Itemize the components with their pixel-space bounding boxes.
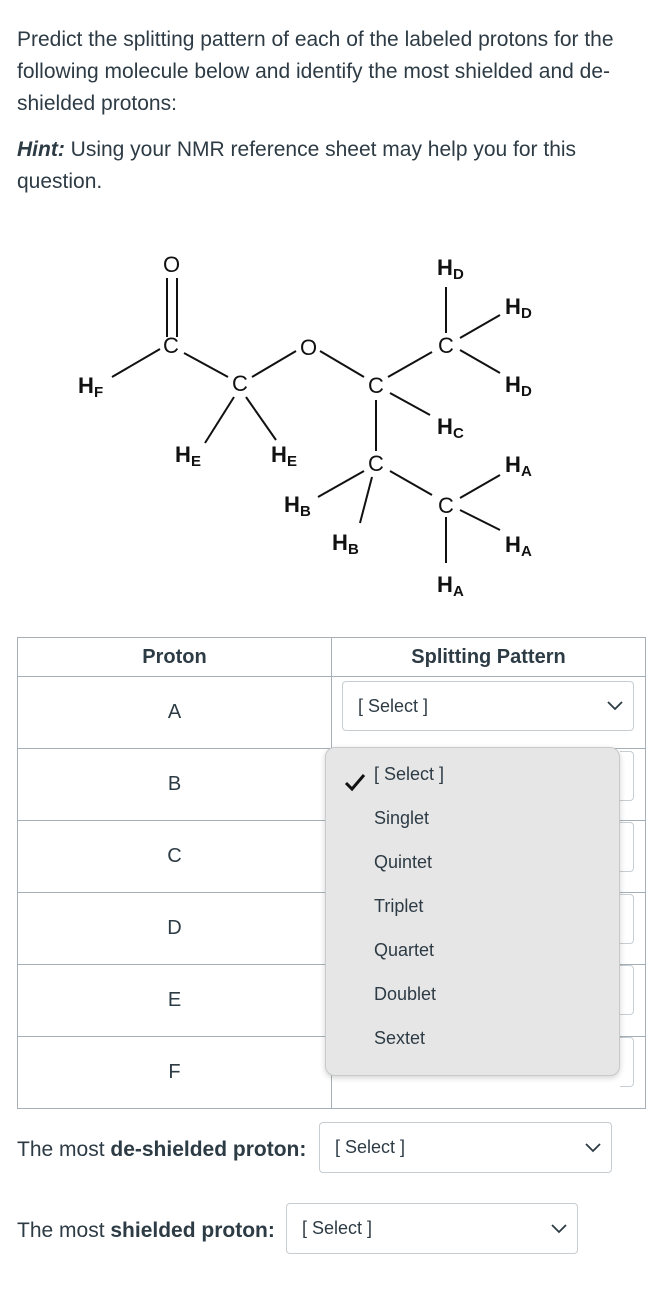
chevron-down-icon — [585, 1143, 601, 1153]
svg-text:H: H — [332, 530, 348, 555]
svg-text:D: D — [521, 305, 532, 322]
svg-text:C: C — [453, 425, 464, 442]
pattern-select-f[interactable] — [620, 1037, 634, 1087]
select-value: [ Select ] — [302, 1218, 373, 1238]
svg-text:A: A — [453, 583, 464, 600]
carbon-atom-1: C — [163, 333, 179, 358]
shielded-prefix: The most — [17, 1219, 111, 1242]
proton-label-f — [78, 373, 103, 401]
svg-text:B: B — [348, 541, 359, 558]
chevron-down-icon — [607, 701, 623, 711]
dropdown-option-singlet[interactable]: Singlet — [374, 808, 430, 828]
table-row — [18, 677, 646, 749]
dropdown-option-quartet[interactable]: Quartet — [374, 940, 435, 960]
svg-text:H: H — [284, 492, 300, 517]
carbon-atom-3: C — [368, 373, 384, 398]
question-text: Predict the splitting pattern of each of the labeled protons for the following molecule below and identify the most shielded and de-shielded protons: — [17, 28, 614, 115]
svg-text:H: H — [175, 442, 191, 467]
hint — [17, 134, 657, 198]
proton-label-e-left — [175, 442, 201, 470]
shielded-select[interactable] — [286, 1203, 578, 1254]
pattern-select-c[interactable] — [620, 822, 634, 872]
svg-text:E: E — [191, 453, 202, 470]
deshielded-select[interactable] — [319, 1122, 612, 1173]
svg-text:H: H — [505, 372, 521, 397]
svg-text:B: B — [300, 503, 311, 520]
check-icon — [344, 772, 366, 792]
hint-label: Hint: — [17, 138, 65, 161]
proton-label-c — [437, 414, 464, 442]
proton-label-d-right — [505, 294, 532, 322]
header-proton: Proton — [18, 638, 332, 677]
svg-text:H: H — [437, 572, 453, 597]
dropdown-option-select[interactable]: [ Select ] — [374, 764, 445, 784]
proton-label-a-right — [505, 532, 532, 560]
chevron-down-icon — [551, 1224, 567, 1234]
svg-text:H: H — [505, 294, 521, 319]
shielded-question — [17, 1219, 275, 1243]
carbon-atom-5: C — [368, 451, 384, 476]
svg-text:E: E — [287, 453, 298, 470]
dropdown-option-quintet[interactable]: Quintet — [374, 852, 433, 872]
proton-cell: E — [18, 965, 332, 1037]
oxygen-atom-ester: O — [300, 335, 318, 360]
svg-text:D: D — [521, 383, 532, 400]
carbon-atom-6: C — [438, 493, 454, 518]
pattern-select-d[interactable] — [620, 894, 634, 944]
carbon-atom-4: C — [438, 333, 454, 358]
proton-label-b-left — [284, 492, 311, 520]
svg-text:H: H — [437, 414, 453, 439]
svg-text:H: H — [505, 532, 521, 557]
molecule-structure — [0, 225, 670, 610]
pattern-select-e[interactable] — [620, 965, 634, 1015]
svg-text:A: A — [521, 543, 532, 560]
carbon-atom-2: C — [232, 371, 248, 396]
shielded-label: shielded proton: — [110, 1219, 275, 1242]
proton-label-a-top — [505, 452, 532, 480]
dropdown-option-doublet[interactable]: Doublet — [374, 984, 437, 1004]
header-splitting-pattern: Splitting Pattern — [332, 638, 646, 677]
proton-label-d-top — [437, 255, 464, 283]
proton-label-e-right — [271, 442, 297, 470]
dropdown-option-triplet[interactable]: Triplet — [374, 896, 424, 916]
svg-text:F: F — [94, 384, 104, 401]
proton-cell: B — [18, 749, 332, 821]
svg-text:H: H — [505, 452, 521, 477]
table-header-row — [18, 638, 646, 677]
svg-text:D: D — [453, 266, 464, 283]
dropdown-option-sextet[interactable]: Sextet — [374, 1028, 426, 1048]
proton-label-d-lower — [505, 372, 532, 400]
proton-cell: C — [18, 821, 332, 893]
deshielded-label: de-shielded proton: — [110, 1138, 307, 1161]
proton-cell: F — [18, 1037, 332, 1109]
svg-text:H: H — [78, 373, 94, 398]
select-value: [ Select ] — [358, 695, 429, 716]
svg-text:A: A — [521, 463, 532, 480]
pattern-select-b[interactable] — [620, 751, 634, 801]
deshielded-question — [17, 1138, 306, 1162]
deshielded-prefix: The most — [17, 1138, 111, 1161]
proton-cell: D — [18, 893, 332, 965]
hint-text: Using your NMR reference sheet may help you for this question. — [17, 138, 577, 193]
svg-text:H: H — [437, 255, 453, 280]
proton-label-b-lower — [332, 530, 359, 558]
select-value: [ Select ] — [335, 1137, 406, 1157]
splitting-pattern-dropdown — [325, 747, 620, 1076]
svg-text:H: H — [271, 442, 287, 467]
pattern-select-a[interactable] — [342, 681, 634, 731]
proton-cell: A — [18, 677, 332, 749]
proton-label-a-bottom — [437, 572, 464, 600]
oxygen-atom-carbonyl: O — [163, 252, 181, 277]
